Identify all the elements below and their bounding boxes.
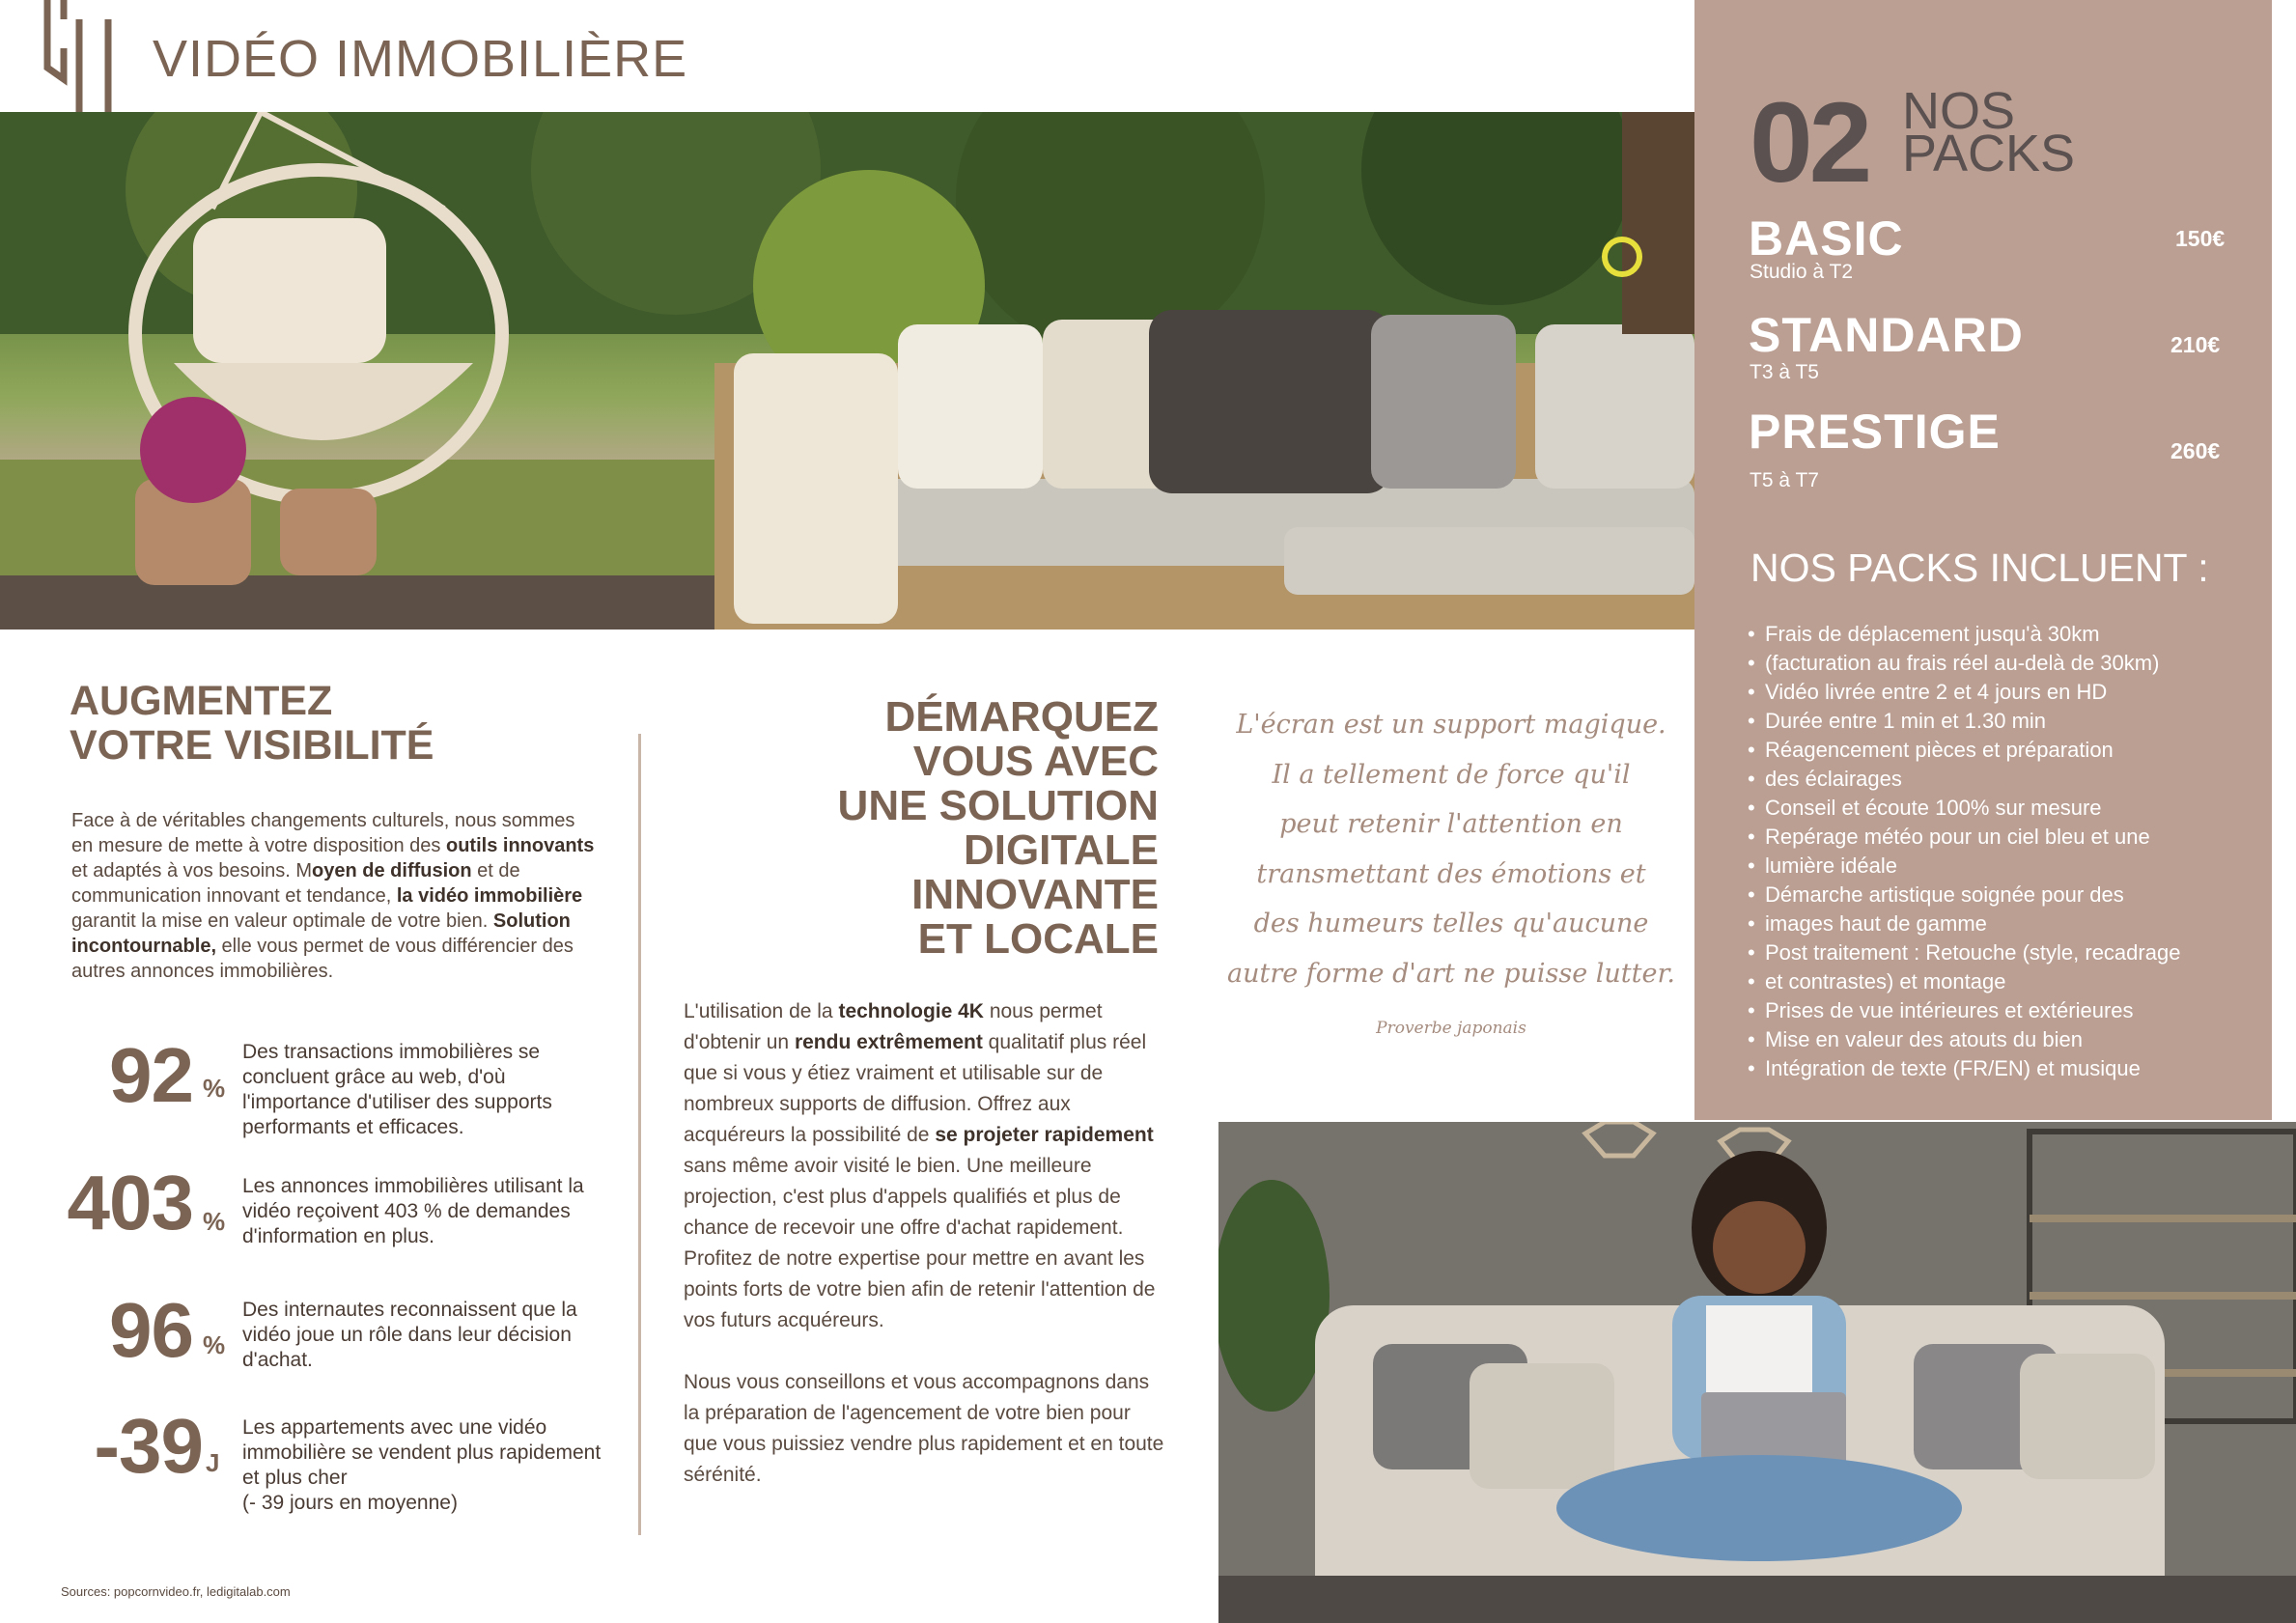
section-number: 02 <box>1750 79 1869 207</box>
stat-text: Des transactions immobilières se concluent grâce au web, d'où l'importance d'utiliser des supports performants et efficaces. <box>242 1041 552 1138</box>
visibility-intro: Face à de véritables changements culturels, nous sommes en mesure de mette à votre disposition des outils innovants et adaptés à vos besoins. Moyen de diffusion et de communication innovant et tendance, la vidéo immobilière garantit la mise en valeur optimale de votre bien. Solution incontournable, elle vous permet de vous différencier des autres annonces immobilières. <box>71 810 595 982</box>
digital-paragraph-1: L'utilisation de la technologie 4K nous permet d'obtenir un rendu extrêmement qualitatif plus réel que si vous y étiez vraiment et utilisable sur de nombreux supports de diffusion. Offrez aux acquéreurs la possibilité de se projeter rapidement sans même avoir visité le bien. Une meilleure projection, c'est plus d'appels qualifiés et plus de chance de recevoir une offre d'achat rapidement. Profitez de notre expertise pour mettre en avant les points forts de votre bien afin de retenir l'attention de vos futurs acquéreurs. <box>684 1000 1156 1331</box>
includes-item: • Réagencement pièces et préparation <box>1748 736 2250 765</box>
visibility-heading-line2: VOTRE VISIBILITÉ <box>70 722 434 769</box>
includes-item: • Prises de vue intérieures et extérieures <box>1748 996 2250 1025</box>
includes-item: • Post traitement : Retouche (style, recadrage <box>1748 938 2250 967</box>
includes-item: • (facturation au frais réel au-delà de 30km) <box>1748 649 2250 678</box>
pack-name-prestige: PRESTIGE <box>1749 405 2001 459</box>
quote-author: Proverbe japonais <box>1376 1019 1526 1038</box>
stat-text: Des internautes reconnaissent que la vidéo joue un rôle dans leur décision d'achat. <box>242 1299 577 1371</box>
includes-item: • Démarche artistique soignée pour des <box>1748 881 2250 909</box>
column-divider <box>638 734 641 1535</box>
includes-item: • et contrastes) et montage <box>1748 967 2250 996</box>
includes-item: • lumière idéale <box>1748 852 2250 881</box>
stat-value: 403 <box>67 1160 193 1245</box>
pack-name-basic: BASIC <box>1749 211 1904 266</box>
visibility-heading-line1: AUGMENTEZ <box>70 678 333 724</box>
stat-value: 92 <box>109 1032 193 1118</box>
stat-unit: % <box>203 1074 226 1103</box>
stat-value: 96 <box>109 1287 193 1373</box>
includes-item: • Intégration de texte (FR/EN) et musique <box>1748 1054 2250 1083</box>
digital-paragraph-2: Nous vous conseillons et vous accompagnons dans la préparation de l'agencement de votre bien pour que vous puissiez vendre plus rapidement et en toute sérénité. <box>684 1371 1164 1486</box>
packs-heading-word2: PACKS <box>1902 125 2076 182</box>
pack-name-standard: STANDARD <box>1749 308 2024 362</box>
pack-sub-standard: T3 à T5 <box>1750 361 1819 383</box>
pack-price-prestige: 260€ <box>2170 438 2221 463</box>
stat-unit: % <box>203 1207 226 1236</box>
includes-item: • Mise en valeur des atouts du bien <box>1748 1025 2250 1054</box>
hero-photo-garden-patio <box>0 112 1694 630</box>
includes-item: • des éclairages <box>1748 765 2250 794</box>
pack-sub-prestige: T5 à T7 <box>1750 469 1819 491</box>
includes-item: • Durée entre 1 min et 1.30 min <box>1748 707 2250 736</box>
page-title: VIDÉO IMMOBILIÈRE <box>153 30 688 88</box>
pack-sub-basic: Studio à T2 <box>1750 261 1854 283</box>
stat-text: Les appartements avec une vidéo immobilière se vendent plus rapidement et plus cher (- 39 jours en moyenne) <box>242 1416 602 1514</box>
stat-value: -39 <box>94 1403 203 1489</box>
stat-unit: % <box>203 1330 226 1359</box>
includes-list <box>1748 620 2250 1083</box>
photo-woman-laptop-sofa <box>1218 1122 2296 1623</box>
digital-heading: DÉMARQUEZ VOUS AVEC UNE SOLUTION DIGITALE INNOVANTE ET LOCALE <box>837 693 1159 963</box>
includes-heading: NOS PACKS INCLUENT : <box>1750 546 2209 590</box>
pack-price-basic: 150€ <box>2175 226 2226 251</box>
packs-heading-word1: NOS <box>1902 82 2016 140</box>
includes-item: • images haut de gamme <box>1748 909 2250 938</box>
includes-item: • Frais de déplacement jusqu'à 30km <box>1748 620 2250 649</box>
stat-unit: J <box>206 1448 220 1477</box>
sources-note: Sources: popcornvideo.fr, ledigitalab.com <box>61 1584 291 1599</box>
stat-text: Les annonces immobilières utilisant la vidéo reçoivent 403 % de demandes d'information en plus. <box>242 1175 584 1247</box>
visibility-heading <box>70 679 434 768</box>
includes-item: • Vidéo livrée entre 2 et 4 jours en HD <box>1748 678 2250 707</box>
includes-item: • Repérage météo pour un ciel bleu et une <box>1748 823 2250 852</box>
includes-item: • Conseil et écoute 100% sur mesure <box>1748 794 2250 823</box>
pack-price-standard: 210€ <box>2170 332 2221 357</box>
quote-text: L'écran est un support magique. Il a tellement de force qu'il peut retenir l'attention en transmettant des émotions et des humeurs telles qu'aucune autre forme d'art ne puisse lutter. <box>1226 710 1676 989</box>
